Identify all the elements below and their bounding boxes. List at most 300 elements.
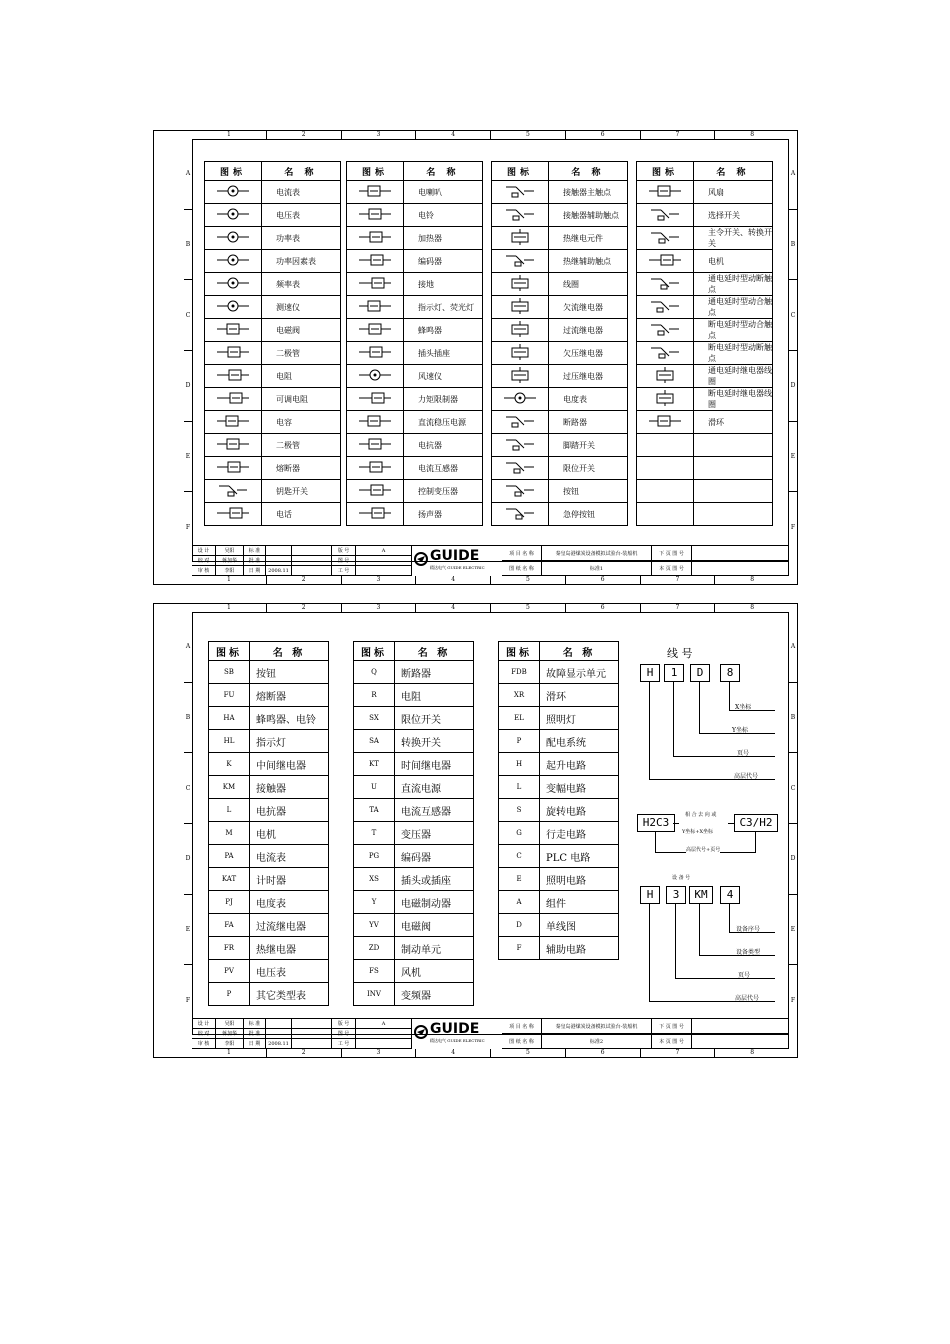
blank-cell bbox=[292, 1039, 332, 1049]
symbol-name: 电压表 bbox=[262, 204, 341, 227]
emergency-stop-icon bbox=[492, 503, 549, 526]
code: K bbox=[209, 753, 250, 776]
table-row bbox=[347, 204, 483, 227]
drawing-sheet-2 bbox=[153, 603, 798, 1058]
cross-ref-mid-label: 相 合 去 向 或 bbox=[685, 812, 717, 818]
blank-cell bbox=[356, 566, 412, 576]
date-label: 日 期 bbox=[244, 1039, 266, 1049]
ammeter-icon bbox=[205, 181, 262, 204]
overcurrent-relay-icon bbox=[492, 319, 549, 342]
row-letter: B bbox=[184, 209, 192, 280]
table-row bbox=[492, 365, 628, 388]
symbol-name: 二极管 bbox=[262, 434, 341, 457]
code: PG bbox=[354, 845, 395, 868]
symbol-name: 电度表 bbox=[549, 388, 628, 411]
buzzer-icon bbox=[347, 319, 404, 342]
column-number: 7 bbox=[640, 604, 715, 612]
row-letter: B bbox=[789, 682, 797, 753]
table-row bbox=[347, 296, 483, 319]
code: U bbox=[354, 776, 395, 799]
dc-regulated-supply-icon bbox=[347, 411, 404, 434]
symbol-name: 功率表 bbox=[262, 227, 341, 250]
column-numbers-top bbox=[192, 604, 789, 612]
drawing-no: A bbox=[356, 1019, 412, 1029]
table-row bbox=[347, 273, 483, 296]
column-number: 8 bbox=[714, 131, 789, 139]
symbol-name: 断电延时型动断触点 bbox=[694, 342, 773, 365]
blank-cell bbox=[692, 1019, 789, 1034]
table-row bbox=[347, 365, 483, 388]
symbol-name: 断电延时型动合触点 bbox=[694, 319, 773, 342]
code: H bbox=[499, 753, 540, 776]
symbol-name: 插头插座 bbox=[404, 342, 483, 365]
symbol-name: 编码器 bbox=[404, 250, 483, 273]
drawing-name: 标准2 bbox=[542, 1034, 652, 1049]
date: 2008.11 bbox=[266, 1039, 292, 1049]
code-name: 时间继电器 bbox=[395, 753, 474, 776]
code: KM bbox=[209, 776, 250, 799]
symbol-name: 选择开关 bbox=[694, 204, 773, 227]
project-name: 秦皇岛港煤炭设备模拟试验台-装船机 bbox=[542, 546, 652, 561]
symbol-name: 过压继电器 bbox=[549, 365, 628, 388]
code: Y bbox=[354, 891, 395, 914]
symbol-name: 限位开关 bbox=[549, 457, 628, 480]
symbol-name: 电铃 bbox=[404, 204, 483, 227]
header-icon: 图标 bbox=[492, 162, 549, 181]
code-name: 限位开关 bbox=[395, 707, 474, 730]
heater-icon bbox=[347, 227, 404, 250]
approve-label: 标 准 bbox=[244, 546, 266, 556]
column-number: 5 bbox=[490, 604, 565, 612]
coil-icon bbox=[492, 273, 549, 296]
symbol-name: 热继电元件 bbox=[549, 227, 628, 250]
table-row bbox=[499, 730, 619, 753]
next-page-label: 下 页 图 号 bbox=[652, 1019, 692, 1034]
row-letter: D bbox=[789, 823, 797, 894]
table-row bbox=[637, 296, 773, 319]
table-row bbox=[492, 388, 628, 411]
on-delay-relay-coil-icon bbox=[637, 365, 694, 388]
stage-label: 图 号 bbox=[332, 1029, 356, 1039]
column-number: 2 bbox=[266, 1049, 341, 1057]
column-number: 3 bbox=[341, 604, 416, 612]
approve-label: 标 准 bbox=[244, 1019, 266, 1029]
symbol-name: 线圈 bbox=[549, 273, 628, 296]
table-row bbox=[499, 937, 619, 960]
current-transformer-icon bbox=[347, 457, 404, 480]
blank-cell bbox=[266, 556, 292, 566]
empty-cell bbox=[637, 457, 694, 480]
horn-icon bbox=[347, 181, 404, 204]
code-name: 起升电路 bbox=[540, 753, 619, 776]
code-name: 旋转电路 bbox=[540, 799, 619, 822]
symbol-name: 加热器 bbox=[404, 227, 483, 250]
table-row bbox=[209, 753, 329, 776]
table-row bbox=[354, 914, 474, 937]
header-name: 名 称 bbox=[694, 162, 773, 181]
code-name: 插头或插座 bbox=[395, 868, 474, 891]
column-number: 3 bbox=[341, 576, 416, 584]
code: XR bbox=[499, 684, 540, 707]
design-name: 吴阳 bbox=[216, 546, 244, 556]
table-row bbox=[637, 388, 773, 411]
code: L bbox=[209, 799, 250, 822]
stage-label: 图 号 bbox=[332, 556, 356, 566]
code: R bbox=[354, 684, 395, 707]
symbol-name: 控制变压器 bbox=[404, 480, 483, 503]
code: XS bbox=[354, 868, 395, 891]
code-name: 热继电器 bbox=[250, 937, 329, 960]
header-name: 名 称 bbox=[549, 162, 628, 181]
code: PA bbox=[209, 845, 250, 868]
code-name: 风机 bbox=[395, 960, 474, 983]
voltmeter-icon bbox=[205, 204, 262, 227]
header-icon: 图标 bbox=[347, 162, 404, 181]
device-label-seq: 设备序号 bbox=[736, 926, 761, 933]
this-page-label: 本 页 图 号 bbox=[652, 561, 692, 576]
device-number-title: 设 备 号 bbox=[672, 875, 691, 881]
header-icon: 图标 bbox=[499, 642, 540, 661]
logo-subtitle: 精达电气 GUIDE ELECTRIC bbox=[430, 1038, 485, 1043]
code: G bbox=[499, 822, 540, 845]
header-icon: 图标 bbox=[354, 642, 395, 661]
row-letter: A bbox=[790, 170, 796, 178]
symbol-name: 滑环 bbox=[694, 411, 773, 434]
telephone-icon bbox=[205, 503, 262, 526]
blank-cell bbox=[692, 546, 789, 561]
reactor-icon bbox=[347, 434, 404, 457]
table-row bbox=[492, 204, 628, 227]
table-row bbox=[492, 227, 628, 250]
column-number: 6 bbox=[565, 604, 640, 612]
column-numbers-bottom bbox=[192, 576, 789, 584]
undervoltage-relay-icon bbox=[492, 342, 549, 365]
wire-label-y: Y坐标 bbox=[732, 727, 748, 734]
table-row bbox=[347, 480, 483, 503]
check-name: 蒋加华 bbox=[216, 556, 244, 566]
solenoid-valve-icon bbox=[205, 319, 262, 342]
table-row bbox=[492, 250, 628, 273]
code-name: 其它类型表 bbox=[250, 983, 329, 1006]
code: SA bbox=[354, 730, 395, 753]
blank-cell bbox=[356, 1029, 412, 1039]
row-letters-right bbox=[789, 612, 797, 1035]
title-block bbox=[192, 1018, 789, 1049]
table-row bbox=[205, 434, 341, 457]
table-row bbox=[492, 411, 628, 434]
code: HL bbox=[209, 730, 250, 753]
symbol-name: 主令开关、转换开关 bbox=[694, 227, 773, 250]
table-row bbox=[209, 937, 329, 960]
row-letters-left bbox=[184, 139, 192, 562]
code-name: 变压器 bbox=[395, 822, 474, 845]
table-row bbox=[205, 503, 341, 526]
symbol-name bbox=[694, 457, 773, 480]
torque-limiter-icon bbox=[347, 388, 404, 411]
symbol-name: 电抗器 bbox=[404, 434, 483, 457]
row-letter: F bbox=[789, 491, 797, 562]
code-name: 直流电源 bbox=[395, 776, 474, 799]
review-name: 李阳 bbox=[216, 1039, 244, 1049]
table-row bbox=[205, 480, 341, 503]
code-name: 编码器 bbox=[395, 845, 474, 868]
row-letter: D bbox=[184, 823, 192, 894]
row-letter: E bbox=[789, 421, 797, 492]
cross-ref-mid-label2: Y坐标+X坐标 bbox=[682, 829, 714, 835]
column-number: 1 bbox=[226, 1049, 231, 1056]
drawing-name: 标准1 bbox=[542, 561, 652, 576]
column-number: 4 bbox=[415, 1049, 490, 1057]
column-number: 8 bbox=[714, 1049, 789, 1057]
table-row bbox=[499, 753, 619, 776]
blank-cell bbox=[356, 556, 412, 566]
symbol-name: 电磁阀 bbox=[262, 319, 341, 342]
table-row bbox=[347, 388, 483, 411]
table-row bbox=[209, 868, 329, 891]
symbol-name: 蜂鸣器 bbox=[404, 319, 483, 342]
code-name: 电机 bbox=[250, 822, 329, 845]
row-letter: E bbox=[184, 894, 192, 965]
blank-cell bbox=[692, 1034, 789, 1049]
code: T bbox=[354, 822, 395, 845]
table-row bbox=[492, 457, 628, 480]
table-row bbox=[209, 661, 329, 684]
master-switch-icon bbox=[637, 227, 694, 250]
table-row bbox=[499, 891, 619, 914]
column-numbers-bottom bbox=[192, 1049, 789, 1057]
table-row bbox=[205, 319, 341, 342]
row-letter: C bbox=[789, 279, 797, 350]
column-numbers-top bbox=[192, 131, 789, 139]
table-row bbox=[205, 411, 341, 434]
empty-cell bbox=[637, 480, 694, 503]
code-name: 电流互感器 bbox=[395, 799, 474, 822]
table-row bbox=[209, 845, 329, 868]
cross-ref-bottom-label: 高层代号+页号 bbox=[686, 847, 721, 853]
table-row bbox=[637, 319, 773, 342]
device-box-1: H bbox=[640, 886, 660, 904]
table-row bbox=[209, 960, 329, 983]
row-letter: D bbox=[184, 350, 192, 421]
table-row bbox=[499, 661, 619, 684]
code-name: 电磁阀 bbox=[395, 914, 474, 937]
header-name: 名 称 bbox=[404, 162, 483, 181]
table-row bbox=[354, 661, 474, 684]
table-row bbox=[637, 434, 773, 457]
code: INV bbox=[354, 983, 395, 1006]
code: FA bbox=[209, 914, 250, 937]
table-row bbox=[209, 799, 329, 822]
device-box-3: KM bbox=[689, 886, 713, 904]
table-row bbox=[637, 503, 773, 526]
code-name: 辅助电路 bbox=[540, 937, 619, 960]
diode-icon bbox=[205, 434, 262, 457]
this-page-label: 本 页 图 号 bbox=[652, 1034, 692, 1049]
column-number: 5 bbox=[490, 131, 565, 139]
code-name: 照明电路 bbox=[540, 868, 619, 891]
project-name: 秦皇岛港煤炭设备模拟试验台-装船机 bbox=[542, 1019, 652, 1034]
table-row bbox=[209, 730, 329, 753]
drawing-no-label: 版 号 bbox=[332, 546, 356, 556]
code-name: 组件 bbox=[540, 891, 619, 914]
code-name: 电压表 bbox=[250, 960, 329, 983]
symbol-name: 扬声器 bbox=[404, 503, 483, 526]
column-number: 3 bbox=[341, 131, 416, 139]
empty-cell bbox=[637, 503, 694, 526]
table-row bbox=[354, 960, 474, 983]
table-row bbox=[637, 250, 773, 273]
circuit-breaker-icon bbox=[492, 411, 549, 434]
symbol-name: 断电延时继电器线圈 bbox=[694, 388, 773, 411]
table-row bbox=[354, 753, 474, 776]
wire-box-1: H bbox=[640, 664, 660, 682]
code-name: 配电系统 bbox=[540, 730, 619, 753]
audit-label: 批 准 bbox=[244, 556, 266, 566]
column-number: 6 bbox=[565, 576, 640, 584]
wire-box-3: D bbox=[690, 664, 710, 682]
table-row bbox=[209, 707, 329, 730]
off-delay-no-contact-icon bbox=[637, 319, 694, 342]
symbol-table-1 bbox=[204, 161, 341, 526]
table-row bbox=[347, 503, 483, 526]
table-row bbox=[354, 684, 474, 707]
symbol-name: 电容 bbox=[262, 411, 341, 434]
row-letter: E bbox=[184, 421, 192, 492]
code: PJ bbox=[209, 891, 250, 914]
table-row bbox=[205, 388, 341, 411]
off-delay-nc-contact-icon bbox=[637, 342, 694, 365]
row-letter: B bbox=[789, 209, 797, 280]
blank-cell bbox=[692, 561, 789, 576]
code-name: 过流继电器 bbox=[250, 914, 329, 937]
indicator-lamp-icon bbox=[347, 296, 404, 319]
table-row bbox=[354, 937, 474, 960]
table-row bbox=[492, 181, 628, 204]
review-label: 审 核 bbox=[192, 1039, 216, 1049]
wire-number-title: 线 号 bbox=[667, 647, 693, 660]
column-number: 7 bbox=[640, 131, 715, 139]
code-table-3 bbox=[498, 641, 619, 960]
thermal-relay-element-icon bbox=[492, 227, 549, 250]
wattmeter-icon bbox=[205, 227, 262, 250]
row-letters-right bbox=[789, 139, 797, 562]
table-row bbox=[209, 891, 329, 914]
code-name: 变幅电路 bbox=[540, 776, 619, 799]
table-row bbox=[492, 296, 628, 319]
symbol-name: 通电延时继电器线圈 bbox=[694, 365, 773, 388]
header-name: 名 称 bbox=[250, 642, 329, 661]
motor-icon bbox=[637, 250, 694, 273]
table-row bbox=[347, 250, 483, 273]
on-delay-nc-contact-icon bbox=[637, 273, 694, 296]
row-letter: C bbox=[184, 752, 192, 823]
column-number: 7 bbox=[640, 1049, 715, 1057]
table-row bbox=[637, 204, 773, 227]
encoder-icon bbox=[347, 250, 404, 273]
blank-cell bbox=[292, 546, 332, 556]
table-row bbox=[499, 684, 619, 707]
frequency-meter-icon bbox=[205, 273, 262, 296]
table-row bbox=[354, 983, 474, 1006]
device-box-2: 3 bbox=[666, 886, 686, 904]
table-row bbox=[354, 776, 474, 799]
table-row bbox=[499, 845, 619, 868]
code: TA bbox=[354, 799, 395, 822]
symbol-name: 直流稳压电源 bbox=[404, 411, 483, 434]
table-row bbox=[637, 411, 773, 434]
symbol-name: 电流表 bbox=[262, 181, 341, 204]
check-label: 校 对 bbox=[192, 556, 216, 566]
table-row bbox=[205, 457, 341, 480]
table-row bbox=[347, 319, 483, 342]
row-letter: B bbox=[184, 682, 192, 753]
tachometer-icon bbox=[205, 296, 262, 319]
table-row bbox=[492, 480, 628, 503]
symbol-name: 可调电阻 bbox=[262, 388, 341, 411]
symbol-name: 钥匙开关 bbox=[262, 480, 341, 503]
code-name: 照明灯 bbox=[540, 707, 619, 730]
symbol-name: 风扇 bbox=[694, 181, 773, 204]
symbol-name: 通电延时型动断触点 bbox=[694, 273, 773, 296]
design-label: 设 计 bbox=[192, 546, 216, 556]
power-factor-meter-icon bbox=[205, 250, 262, 273]
table-row bbox=[205, 273, 341, 296]
row-letter: A bbox=[790, 643, 796, 651]
symbol-table-4 bbox=[636, 161, 773, 526]
next-page-label: 下 页 图 号 bbox=[652, 546, 692, 561]
table-row bbox=[205, 204, 341, 227]
symbol-name: 二极管 bbox=[262, 342, 341, 365]
table-row bbox=[499, 822, 619, 845]
code-name: 电磁制动器 bbox=[395, 891, 474, 914]
resistor-icon bbox=[205, 365, 262, 388]
contactor-aux-contact-icon bbox=[492, 204, 549, 227]
column-number: 5 bbox=[490, 576, 565, 584]
drawing-name-label: 图 纸 名 称 bbox=[502, 561, 542, 576]
code-name: 转换开关 bbox=[395, 730, 474, 753]
blank-cell bbox=[266, 1029, 292, 1039]
cross-ref-right: C3/H2 bbox=[734, 814, 778, 832]
drawing-no: A bbox=[356, 546, 412, 556]
code: Q bbox=[354, 661, 395, 684]
review-label: 审 核 bbox=[192, 566, 216, 576]
symbol-name: 通电延时型动合触点 bbox=[694, 296, 773, 319]
table-row bbox=[347, 457, 483, 480]
ground-icon bbox=[347, 273, 404, 296]
watt-hour-meter-icon bbox=[492, 388, 549, 411]
table-row bbox=[492, 319, 628, 342]
wire-label-level: 高层代号 bbox=[734, 773, 759, 780]
blank-cell bbox=[292, 1029, 332, 1039]
company-logo bbox=[414, 550, 492, 572]
code-table-2 bbox=[353, 641, 474, 1006]
fan-icon bbox=[637, 181, 694, 204]
code-name: 电抗器 bbox=[250, 799, 329, 822]
capacitor-icon bbox=[205, 411, 262, 434]
column-number: 2 bbox=[266, 576, 341, 584]
row-letters-left bbox=[184, 612, 192, 1035]
row-letter: C bbox=[789, 752, 797, 823]
key-switch-icon bbox=[205, 480, 262, 503]
header-icon: 图标 bbox=[637, 162, 694, 181]
device-label-page: 页号 bbox=[738, 972, 751, 979]
table-row bbox=[637, 365, 773, 388]
code-name: 按钮 bbox=[250, 661, 329, 684]
symbol-name: 断路器 bbox=[549, 411, 628, 434]
table-row bbox=[354, 845, 474, 868]
symbol-name: 电话 bbox=[262, 503, 341, 526]
code-name: 断路器 bbox=[395, 661, 474, 684]
